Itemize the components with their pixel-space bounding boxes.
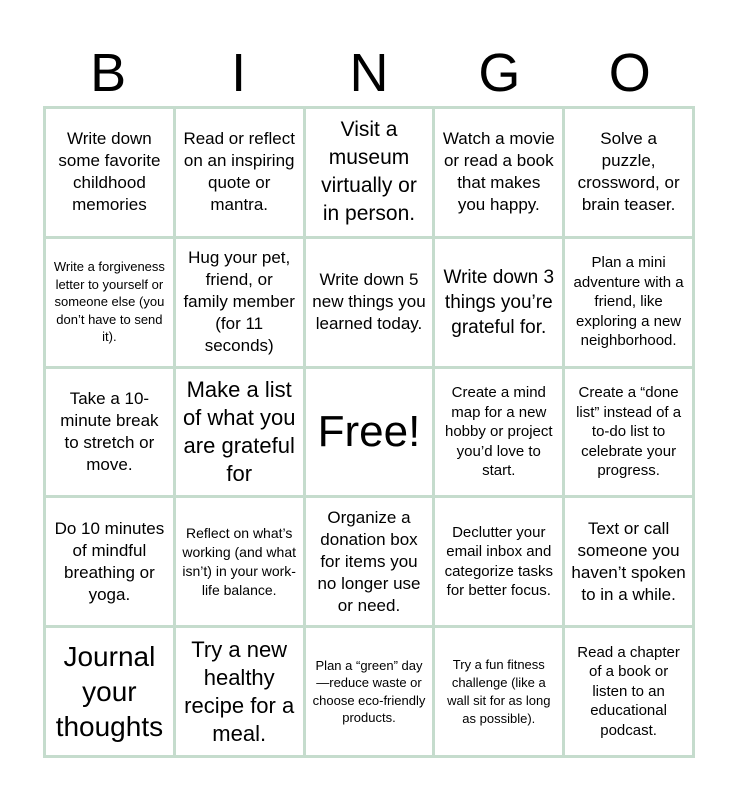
bingo-cell-r1-c1[interactable] [46,109,173,236]
cell-text: Plan a “green” day—reduce waste or choose eco-friendly products. [312,657,426,726]
bingo-cell-r4-c4[interactable] [435,498,562,625]
cell-text: Try a fun fitness challenge (like a wall sit for as long as possible). [447,656,551,726]
header-letter-b: B [90,43,127,103]
bingo-cell-r5-c4[interactable] [435,628,562,755]
cell-text: Create a “done list” instead of a to-do list to celebrate your progress. [576,384,682,480]
cell-text: Do 10 minutes of mindful breathing or yoga. [54,518,165,604]
bingo-cell-r1-c3[interactable] [306,109,433,236]
bingo-cell-r3-c2[interactable] [176,369,303,496]
bingo-cell-r2-c1[interactable] [46,239,173,366]
bingo-cell-r3-c3-free[interactable] [306,369,433,496]
bingo-board [43,106,695,758]
cell-text: Journal your thoughts [55,641,164,743]
bingo-cell-r2-c4[interactable] [435,239,562,366]
cell-text: Declutter your email inbox and categorize tasks for better focus. [444,523,553,600]
bingo-cell-r4-c5[interactable] [565,498,692,625]
free-space-text: Free! [317,406,421,456]
bingo-cell-r4-c3[interactable] [306,498,433,625]
cell-text: Write down some favorite childhood memories [58,129,161,215]
bingo-cell-r4-c2[interactable] [176,498,303,625]
bingo-cell-r1-c5[interactable] [565,109,692,236]
bingo-cell-r1-c4[interactable] [435,109,562,236]
bingo-cell-r5-c1[interactable] [46,628,173,755]
bingo-cell-r5-c2[interactable] [176,628,303,755]
cell-text: Take a 10-minute break to stretch or move. [60,388,159,474]
cell-text: Write a forgiveness letter to yourself or someone else (you don’t have to send it). [53,259,165,345]
cell-text: Organize a donation box for items you no longer use or need. [317,507,421,615]
cell-text: Hug your pet, friend, or family member (for 11 seconds) [183,248,295,356]
bingo-cell-r4-c1[interactable] [46,498,173,625]
cell-text: Create a mind map for a new hobby or project you’d love to start. [445,384,553,480]
bingo-cell-r5-c3[interactable] [306,628,433,755]
header-letter-i: I [231,43,247,103]
cell-text: Plan a mini adventure with a friend, like exploring a new neighborhood. [573,254,684,350]
cell-text: Make a list of what you are grateful for [182,376,296,486]
bingo-cell-r3-c1[interactable] [46,369,173,496]
bingo-cell-r2-c2[interactable] [176,239,303,366]
bingo-cell-r1-c2[interactable] [176,109,303,236]
cell-text: Visit a museum virtually or in person. [321,118,417,226]
cell-text: Write down 3 things you’re grateful for. [443,266,555,338]
bingo-cell-r3-c5[interactable] [565,369,692,496]
bingo-cell-r2-c5[interactable] [565,239,692,366]
bingo-cell-r3-c4[interactable] [435,369,562,496]
cell-text: Read or reflect on an inspiring quote or mantra. [183,129,295,215]
cell-text: Watch a movie or read a book that makes you happy. [442,129,555,215]
cell-text: Read a chapter of a book or listen to an educational podcast. [577,643,680,739]
cell-text: Try a new healthy recipe for a meal. [184,636,295,746]
bingo-header [43,42,695,104]
cell-text: Reflect on what’s working (and what isn’t) in your work-life balance. [182,524,296,598]
header-letter-g: G [478,43,521,103]
header-letter-o: O [608,43,651,103]
cell-text: Text or call someone you haven’t spoken to in a while. [571,518,686,604]
bingo-cell-r2-c3[interactable] [306,239,433,366]
header-letter-n: N [349,43,389,103]
cell-text: Write down 5 new things you learned today. [312,270,426,334]
bingo-cell-r5-c5[interactable] [565,628,692,755]
cell-text: Solve a puzzle, crossword, or brain teaser. [577,129,680,215]
